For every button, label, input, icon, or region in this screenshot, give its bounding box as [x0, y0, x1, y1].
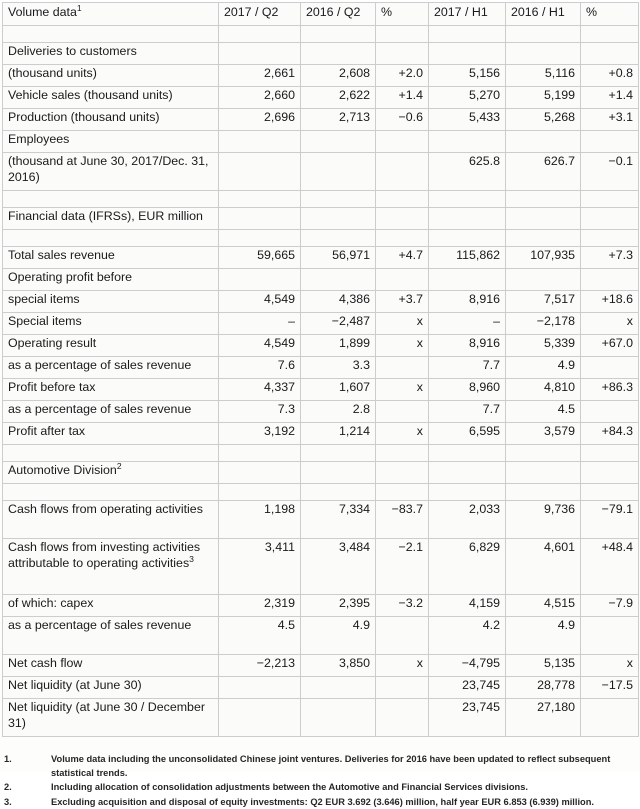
table-row: [3, 109, 639, 131]
data-cell: 5,268: [506, 109, 581, 131]
table-row: [3, 153, 639, 191]
footnote-text: Excluding acquisition and disposal of equity investments: Q2 EUR 3.692 (3.646) million, half year EUR 6.853 (6.939) million.: [51, 796, 634, 809]
data-cell: 626.7: [506, 153, 581, 191]
column-header-0: [3, 3, 219, 26]
data-cell: [376, 677, 429, 699]
table-row: [3, 87, 639, 109]
data-cell: 4,601: [506, 539, 581, 595]
data-cell: 4,549: [219, 291, 301, 313]
data-cell: +84.3: [581, 423, 639, 445]
row-label: Cash flows from investing activities attributable to operating activities: [8, 540, 200, 570]
table-row: [3, 247, 639, 269]
data-cell: 5,270: [429, 87, 506, 109]
data-cell: 4,159: [429, 595, 506, 617]
row-label-cell: [3, 484, 219, 501]
data-cell: −83.7: [376, 501, 429, 539]
data-cell: 5,339: [506, 335, 581, 357]
data-cell: +1.4: [376, 87, 429, 109]
data-cell: +48.4: [581, 539, 639, 595]
table-row: [3, 462, 639, 484]
data-cell: +0.8: [581, 65, 639, 87]
data-cell: 1,899: [301, 335, 376, 357]
row-label-cell: [3, 699, 219, 737]
row-label: (thousand at June 30, 2017/Dec. 31, 2016): [8, 154, 208, 184]
data-cell: 3,411: [219, 539, 301, 595]
table-row: [3, 208, 639, 230]
data-cell: [301, 462, 376, 484]
data-cell: [581, 43, 639, 65]
row-label-cell: [3, 26, 219, 43]
data-cell: [219, 230, 301, 247]
footnote-marker: 2: [117, 461, 122, 471]
data-cell: [506, 445, 581, 462]
row-label-cell: [3, 191, 219, 208]
data-cell: 3,484: [301, 539, 376, 595]
data-cell: 4.9: [506, 617, 581, 655]
data-cell: [219, 208, 301, 230]
table-row: [3, 379, 639, 401]
data-cell: 2,319: [219, 595, 301, 617]
column-header-5: [506, 3, 581, 26]
row-label-cell: [3, 208, 219, 230]
row-label-cell: [3, 65, 219, 87]
data-cell: [219, 484, 301, 501]
data-cell: 115,862: [429, 247, 506, 269]
data-cell: +7.3: [581, 247, 639, 269]
data-cell: x: [376, 423, 429, 445]
table-spacer-row: [3, 445, 639, 462]
data-cell: 7,517: [506, 291, 581, 313]
data-cell: 3,579: [506, 423, 581, 445]
data-cell: 2.8: [301, 401, 376, 423]
footnote-marker: 3: [189, 553, 194, 563]
data-cell: [429, 43, 506, 65]
data-cell: [429, 131, 506, 153]
data-cell: 7.6: [219, 357, 301, 379]
data-cell: [301, 484, 376, 501]
table-row: [3, 269, 639, 291]
data-cell: 4.9: [301, 617, 376, 655]
row-label: Automotive Division: [8, 463, 117, 477]
data-cell: x: [376, 379, 429, 401]
data-cell: 7.3: [219, 401, 301, 423]
data-cell: 107,935: [506, 247, 581, 269]
data-cell: [429, 230, 506, 247]
data-cell: +4.7: [376, 247, 429, 269]
data-cell: [581, 26, 639, 43]
data-cell: [506, 208, 581, 230]
table-row: [3, 401, 639, 423]
row-label: Deliveries to customers: [8, 44, 137, 58]
table-body: [3, 26, 639, 737]
row-label: Profit after tax: [8, 424, 85, 438]
data-cell: [429, 269, 506, 291]
data-cell: [301, 445, 376, 462]
data-cell: 5,199: [506, 87, 581, 109]
data-cell: [581, 191, 639, 208]
column-header-2: [301, 3, 376, 26]
data-cell: +18.6: [581, 291, 639, 313]
row-label-cell: [3, 462, 219, 484]
data-cell: 56,971: [301, 247, 376, 269]
table-row: [3, 131, 639, 153]
row-label: Financial data (IFRSs), EUR million: [8, 209, 203, 223]
data-cell: 4.5: [219, 617, 301, 655]
table-row: [3, 65, 639, 87]
row-label-cell: [3, 313, 219, 335]
data-cell: [376, 191, 429, 208]
table-row: [3, 595, 639, 617]
row-label-cell: [3, 445, 219, 462]
row-label: as a percentage of sales revenue: [8, 618, 191, 632]
data-cell: [376, 617, 429, 655]
data-cell: [506, 26, 581, 43]
data-cell: 4,549: [219, 335, 301, 357]
data-cell: [219, 269, 301, 291]
row-label: as a percentage of sales revenue: [8, 358, 191, 372]
data-cell: [429, 208, 506, 230]
table-row: [3, 357, 639, 379]
row-label: Vehicle sales (thousand units): [8, 88, 173, 102]
data-cell: [581, 208, 639, 230]
data-cell: −79.1: [581, 501, 639, 539]
data-cell: x: [376, 313, 429, 335]
data-cell: –: [429, 313, 506, 335]
data-cell: [301, 677, 376, 699]
data-cell: 3,850: [301, 655, 376, 677]
row-label-cell: [3, 291, 219, 313]
row-label: Cash flows from operating activities: [8, 502, 203, 516]
row-label-cell: [3, 357, 219, 379]
table-row: [3, 699, 639, 737]
table-row: [3, 423, 639, 445]
data-cell: [581, 484, 639, 501]
data-cell: 5,135: [506, 655, 581, 677]
data-cell: [219, 677, 301, 699]
data-cell: [301, 191, 376, 208]
row-label-cell: [3, 379, 219, 401]
data-cell: 7,334: [301, 501, 376, 539]
data-cell: 6,595: [429, 423, 506, 445]
row-label: special items: [8, 292, 80, 306]
data-cell: 7.7: [429, 357, 506, 379]
row-label: (thousand units): [8, 66, 97, 80]
row-label-cell: [3, 677, 219, 699]
data-cell: [581, 401, 639, 423]
row-label-cell: [3, 335, 219, 357]
data-cell: −4,795: [429, 655, 506, 677]
data-cell: [376, 153, 429, 191]
row-label-cell: [3, 655, 219, 677]
footnote-number: 3.: [4, 796, 51, 809]
column-header-6: [581, 3, 639, 26]
data-cell: x: [581, 655, 639, 677]
data-cell: +2.0: [376, 65, 429, 87]
data-cell: +1.4: [581, 87, 639, 109]
data-cell: 625.8: [429, 153, 506, 191]
data-cell: 23,745: [429, 677, 506, 699]
data-cell: 8,916: [429, 291, 506, 313]
footnote-number: 2.: [4, 781, 51, 795]
data-cell: −2,213: [219, 655, 301, 677]
data-cell: [376, 26, 429, 43]
row-label: Operating profit before: [8, 270, 132, 284]
data-cell: [581, 357, 639, 379]
data-cell: [581, 617, 639, 655]
data-cell: 1,214: [301, 423, 376, 445]
column-header-label: 2017 / H1: [434, 5, 488, 19]
data-cell: [301, 699, 376, 737]
data-cell: [376, 43, 429, 65]
data-cell: 23,745: [429, 699, 506, 737]
table-row: [3, 539, 639, 595]
financial-table-page: [0, 2, 640, 772]
column-header-label: 2016 / H1: [511, 5, 565, 19]
data-cell: −17.5: [581, 677, 639, 699]
data-cell: 4.9: [506, 357, 581, 379]
data-cell: 2,033: [429, 501, 506, 539]
row-label-cell: [3, 230, 219, 247]
data-cell: +67.0: [581, 335, 639, 357]
data-cell: −7.9: [581, 595, 639, 617]
footnote-item: [4, 781, 634, 795]
row-label: Employees: [8, 132, 69, 146]
row-label-cell: [3, 617, 219, 655]
data-cell: [506, 191, 581, 208]
data-cell: −3.2: [376, 595, 429, 617]
data-cell: [376, 484, 429, 501]
data-cell: x: [581, 313, 639, 335]
table-row: [3, 501, 639, 539]
data-cell: [429, 462, 506, 484]
row-label: Net liquidity (at June 30): [8, 678, 142, 692]
footnote-marker: 1: [77, 3, 82, 13]
data-cell: [581, 230, 639, 247]
data-cell: [581, 445, 639, 462]
data-cell: 2,661: [219, 65, 301, 87]
row-label-cell: [3, 539, 219, 595]
row-label: Net cash flow: [8, 656, 82, 670]
data-cell: [506, 484, 581, 501]
column-header-3: [376, 3, 429, 26]
data-cell: 4.2: [429, 617, 506, 655]
data-cell: 59,665: [219, 247, 301, 269]
data-cell: +86.3: [581, 379, 639, 401]
data-cell: [301, 269, 376, 291]
data-cell: [301, 26, 376, 43]
data-cell: [219, 191, 301, 208]
data-cell: [219, 699, 301, 737]
data-cell: [301, 43, 376, 65]
row-label: of which: capex: [8, 596, 93, 610]
data-cell: −0.1: [581, 153, 639, 191]
data-cell: 2,660: [219, 87, 301, 109]
data-cell: 9,736: [506, 501, 581, 539]
row-label: Net liquidity (at June 30 / December 31): [8, 700, 205, 730]
row-label-cell: [3, 423, 219, 445]
data-cell: [376, 445, 429, 462]
data-cell: 5,156: [429, 65, 506, 87]
row-label-cell: [3, 109, 219, 131]
data-cell: −2,178: [506, 313, 581, 335]
data-cell: +3.7: [376, 291, 429, 313]
table-row: [3, 335, 639, 357]
data-cell: [219, 462, 301, 484]
data-cell: [376, 357, 429, 379]
data-cell: [301, 153, 376, 191]
table-row: [3, 291, 639, 313]
financial-data-table: [2, 2, 639, 737]
data-cell: −0.6: [376, 109, 429, 131]
data-cell: [376, 462, 429, 484]
data-cell: [219, 43, 301, 65]
data-cell: [219, 445, 301, 462]
data-cell: [219, 153, 301, 191]
data-cell: [581, 699, 639, 737]
row-label-cell: [3, 43, 219, 65]
data-cell: [301, 230, 376, 247]
footnote-number: 1.: [4, 753, 51, 767]
column-header-4: [429, 3, 506, 26]
column-header-label: %: [381, 5, 392, 19]
data-cell: [376, 401, 429, 423]
data-cell: 4,515: [506, 595, 581, 617]
data-cell: [376, 131, 429, 153]
data-cell: −2,487: [301, 313, 376, 335]
row-label: as a percentage of sales revenue: [8, 402, 191, 416]
footnote-text: Volume data including the unconsolidated Chinese joint ventures. Deliveries for 2016 have been updated to reflect subsequent statistical trends.: [51, 753, 634, 780]
data-cell: x: [376, 335, 429, 357]
row-label-cell: [3, 401, 219, 423]
data-cell: 4,386: [301, 291, 376, 313]
table-spacer-row: [3, 26, 639, 43]
column-header-label: Volume data: [8, 5, 77, 19]
data-cell: [376, 208, 429, 230]
row-label: Profit before tax: [8, 380, 95, 394]
data-cell: [376, 699, 429, 737]
data-cell: [219, 131, 301, 153]
data-cell: x: [376, 655, 429, 677]
column-header-label: 2016 / Q2: [306, 5, 360, 19]
data-cell: [376, 230, 429, 247]
data-cell: [506, 43, 581, 65]
data-cell: 7.7: [429, 401, 506, 423]
data-cell: −2.1: [376, 539, 429, 595]
data-cell: 1,607: [301, 379, 376, 401]
row-label-cell: [3, 501, 219, 539]
data-cell: 2,696: [219, 109, 301, 131]
data-cell: 28,778: [506, 677, 581, 699]
data-cell: 3,192: [219, 423, 301, 445]
data-cell: [429, 191, 506, 208]
data-cell: 2,622: [301, 87, 376, 109]
data-cell: –: [219, 313, 301, 335]
data-cell: [301, 131, 376, 153]
data-cell: 8,916: [429, 335, 506, 357]
data-cell: 4.5: [506, 401, 581, 423]
data-cell: [219, 26, 301, 43]
data-cell: [506, 230, 581, 247]
row-label-cell: [3, 247, 219, 269]
column-header-label: %: [586, 5, 597, 19]
data-cell: 4,810: [506, 379, 581, 401]
data-cell: [429, 484, 506, 501]
table-spacer-row: [3, 191, 639, 208]
row-label: Total sales revenue: [8, 248, 115, 262]
data-cell: [581, 131, 639, 153]
data-cell: [429, 26, 506, 43]
row-label: Operating result: [8, 336, 96, 350]
data-cell: 4,337: [219, 379, 301, 401]
row-label: Production (thousand units): [8, 110, 160, 124]
data-cell: 2,713: [301, 109, 376, 131]
table-header: [3, 3, 639, 26]
row-label-cell: [3, 153, 219, 191]
data-cell: 1,198: [219, 501, 301, 539]
data-cell: [581, 462, 639, 484]
data-cell: [506, 269, 581, 291]
table-row: [3, 313, 639, 335]
column-header-label: 2017 / Q2: [224, 5, 278, 19]
data-cell: 6,829: [429, 539, 506, 595]
row-label-cell: [3, 269, 219, 291]
data-cell: [301, 208, 376, 230]
data-cell: [506, 131, 581, 153]
data-cell: 27,180: [506, 699, 581, 737]
table-row: [3, 43, 639, 65]
data-cell: +3.1: [581, 109, 639, 131]
table-spacer-row: [3, 230, 639, 247]
data-cell: 3.3: [301, 357, 376, 379]
table-spacer-row: [3, 484, 639, 501]
row-label: Special items: [8, 314, 82, 328]
data-cell: 5,433: [429, 109, 506, 131]
data-cell: 2,608: [301, 65, 376, 87]
data-cell: [376, 269, 429, 291]
footnote-text: Including allocation of consolidation adjustments between the Automotive and Financial Services divisions.: [51, 781, 634, 795]
table-row: [3, 655, 639, 677]
footnote-item: [4, 753, 634, 780]
row-label-cell: [3, 131, 219, 153]
table-header-row: [3, 3, 639, 26]
data-cell: [506, 462, 581, 484]
data-cell: 2,395: [301, 595, 376, 617]
table-row: [3, 617, 639, 655]
row-label-cell: [3, 87, 219, 109]
column-header-1: [219, 3, 301, 26]
row-label-cell: [3, 595, 219, 617]
data-cell: 8,960: [429, 379, 506, 401]
data-cell: 5,116: [506, 65, 581, 87]
footnotes-list: [4, 753, 634, 809]
data-cell: [581, 269, 639, 291]
table-row: [3, 677, 639, 699]
data-cell: [429, 445, 506, 462]
footnote-item: [4, 796, 634, 809]
